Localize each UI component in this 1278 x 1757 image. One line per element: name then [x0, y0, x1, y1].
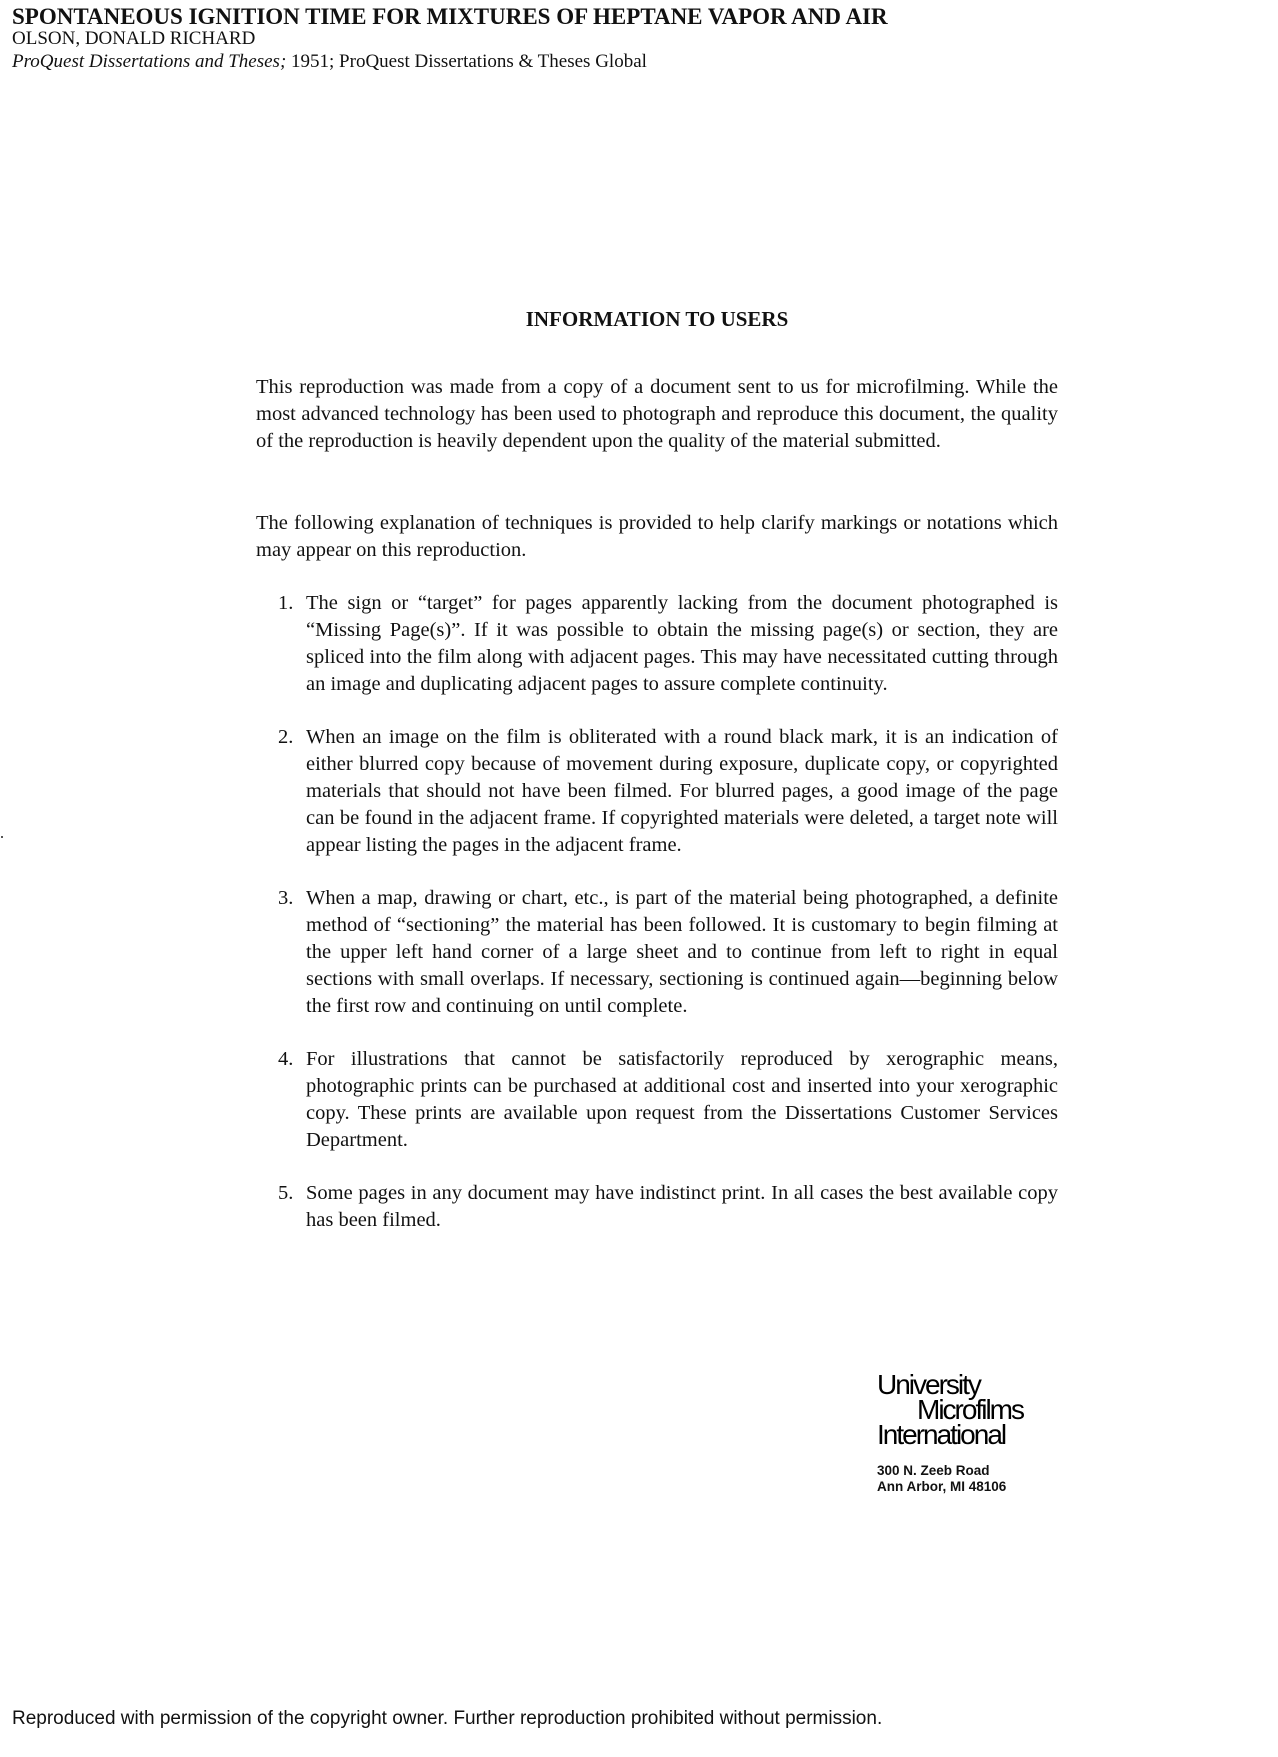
logo-line-university: University	[877, 1369, 980, 1400]
source-publication: ProQuest Dissertations and Theses;	[12, 51, 287, 72]
list-item-text: Some pages in any document may have indistinct print. In all cases the best available copy has been filmed.	[306, 1182, 1058, 1231]
list-item-text: When an image on the film is obliterated with a round black mark, it is an indication of either blurred copy because of movement during exposure, duplicate copy, or copyrighted materials that should not have been filmed. For blurred pages, a good image of the page can be found in the adjacent frame. If copyrighted materials were deleted, a target note will appear listing the pages in the adjacent frame.	[306, 726, 1058, 856]
address-city: Ann Arbor, MI 48106	[877, 1479, 1007, 1494]
notice-paragraph-2: The following explanation of techniques is provided to help clarify markings or notations which may appear on this reproduction.	[256, 512, 1058, 561]
logo-line-international: International	[877, 1419, 1006, 1450]
list-item	[256, 1180, 1058, 1234]
list-item-number: 4.	[278, 1048, 294, 1070]
copyright-footer: Reproduced with permission of the copyright owner. Further reproduction prohibited without permission.	[12, 1708, 883, 1729]
list-item	[256, 1046, 1058, 1154]
list-item	[256, 885, 1058, 1020]
list-item-number: 5.	[278, 1182, 294, 1204]
address-street: 300 N. Zeeb Road	[877, 1463, 990, 1478]
list-item-text: For illustrations that cannot be satisfactorily reproduced by xerographic means, photographic prints can be purchased at additional cost and inserted into your xerographic copy. These prints are available upon request from the Dissertations Customer Services Department.	[306, 1048, 1058, 1151]
list-item	[256, 724, 1058, 859]
publisher-address	[877, 1463, 1077, 1495]
list-item-text: When a map, drawing or chart, etc., is part of the material being photographed, a definite method of “sectioning” the material has been followed. It is customary to begin filming at the upper left hand corner of a large sheet and to continue from left to right in equal sections with small overlaps. If necessary, sectioning is continued again—beginning below the first row and continuing on until complete.	[306, 887, 1058, 1017]
list-item-number: 3.	[278, 887, 294, 909]
list-item-number: 1.	[278, 592, 294, 614]
list-item	[256, 590, 1058, 698]
list-item-number: 2.	[278, 726, 294, 748]
notice-list	[256, 590, 1058, 1234]
logo-line-microfilms: Microfilms	[917, 1394, 1023, 1425]
document-author: OLSON, DONALD RICHARD	[12, 28, 256, 49]
notice-paragraph-1: This reproduction was made from a copy of a document sent to us for microfilming. While the most advanced technology has been used to photograph and reproduce this document, the quality of the reproduction is heavily dependent upon the quality of the material submitted.	[256, 376, 1058, 452]
publisher-logo-block	[877, 1369, 1077, 1495]
margin-speck	[1, 836, 3, 838]
notice-heading: INFORMATION TO USERS	[525, 307, 789, 331]
document-header	[12, 5, 1252, 74]
document-source	[12, 49, 1252, 74]
list-item-text: The sign or “target” for pages apparently lacking from the document photographed is “Missing Page(s)”. If it was possible to obtain the missing page(s) or section, they are spliced into the film along with adjacent pages. This may have necessitated cutting through an image and duplicating adjacent pages to assure complete continuity.	[306, 592, 1058, 695]
document-title: SPONTANEOUS IGNITION TIME FOR MIXTURES OF HEPTANE VAPOR AND AIR	[12, 4, 888, 29]
source-details: 1951; ProQuest Dissertations & Theses Global	[286, 51, 647, 72]
